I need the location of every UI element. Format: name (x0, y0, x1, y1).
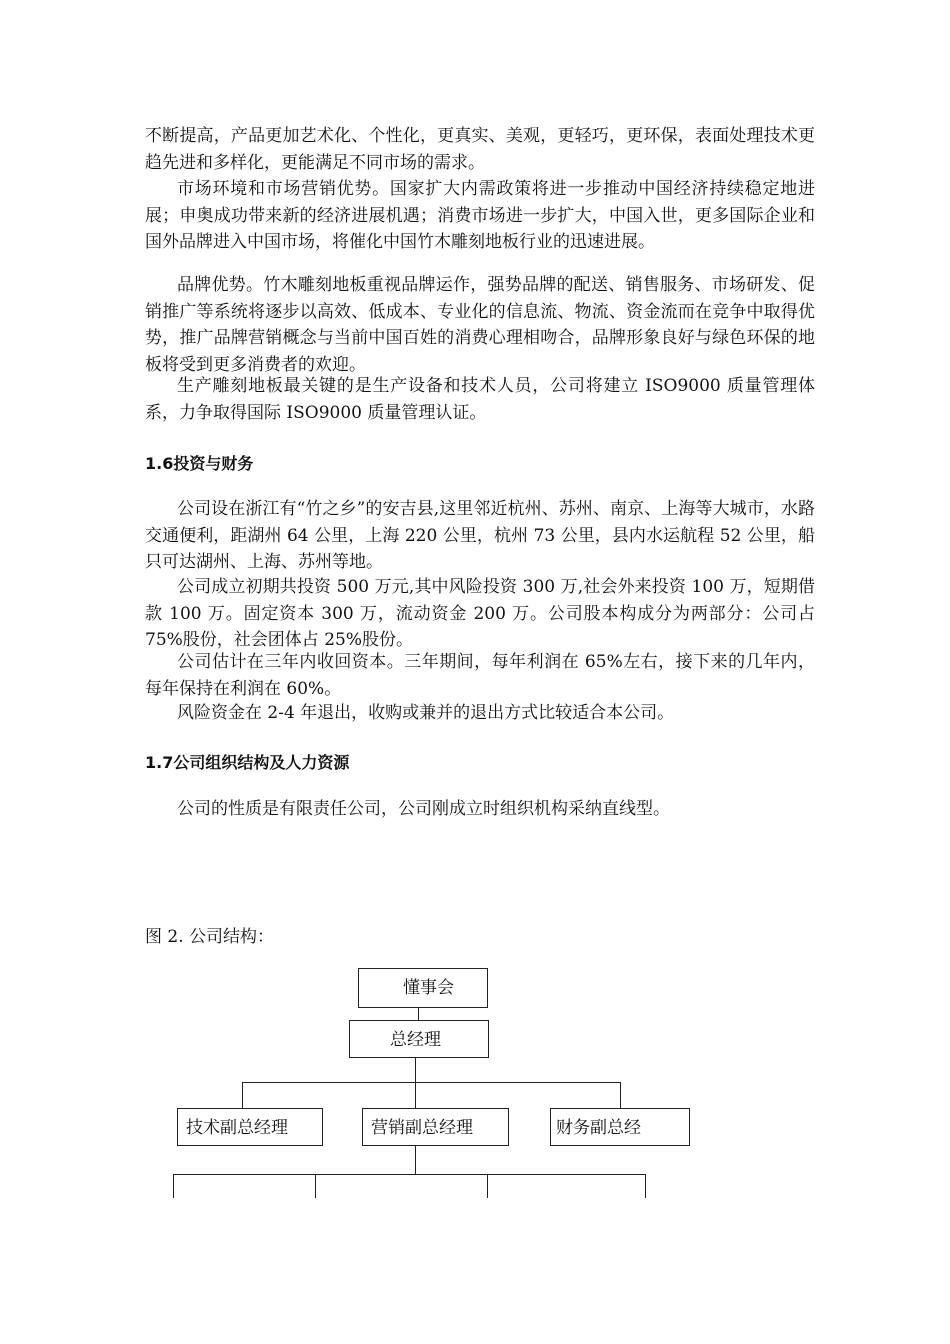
connector-line (415, 1146, 416, 1174)
connector-line (645, 1174, 646, 1198)
section-heading-1-7: 1.7公司组织结构及人力资源 (145, 753, 350, 772)
market-advantage-lead: 市场环境和市场营销优势 (177, 179, 373, 199)
market-advantage-body: 。国家扩大内需政策将进一步推动中国经济持续稳定地进展；申奥成功带来新的经济进展机遇；消费市场进一步扩大，中国入世，更多国际企业和国外品牌进入中国市场，将催化中国竹木雕刻地板行业的迅速进展。 (145, 179, 815, 252)
connector-line (415, 1058, 416, 1082)
org-box-board: 懂事会 (358, 968, 488, 1008)
org-box-general-manager: 总经理 (349, 1020, 489, 1058)
org-box-tech-vp: 技术副总经理 (177, 1108, 323, 1146)
paragraph-tech-trend: 不断提高，产品更加艺术化、个性化，更真实、美观，更轻巧，更环保，表面处理技术更趋先进和多样化，更能满足不同市场的需求。 (145, 126, 815, 173)
connector-line (620, 1082, 621, 1108)
connector-line (173, 1174, 174, 1198)
paragraph-company-nature: 公司的性质是有限责任公司，公司刚成立时组织机构采纳直线型。 (177, 799, 670, 819)
org-box-finance-vp: 财务副总经 (550, 1108, 690, 1146)
connector-line (418, 1008, 419, 1020)
connector-line (415, 1082, 416, 1108)
paragraph-location: 公司设在浙江有“竹之乡”的安吉县,这里邻近杭州、苏州、南京、上海等大城市，水路交通便利，距湖州 64 公里，上海 220 公里，杭州 73 公里，县内水运航程 52 公里，船只可达湖州、上海、苏州等地。 (145, 499, 815, 572)
org-box-sales-vp: 营销副总经理 (362, 1108, 509, 1146)
connector-line (242, 1082, 620, 1083)
paragraph-profit: 公司估计在三年内收回资本。三年期间，每年利润在 65%左右，接下来的几年内，每年保持在利润在 60%。 (145, 652, 815, 699)
section-heading-1-6: 1.6投资与财务 (145, 454, 254, 473)
brand-advantage-body: 。竹木雕刻地板重视品牌运作，强势品牌的配送、销售服务、市场研发、促销推广等系统将逐步以高效、低成本、专业化的信息流、物流、资金流而在竞争中取得优势，推广品牌营销概念与当前中国百姓的消费心理相吻合，品牌形象良好与绿色环保的地板将受到更多消费者的欢迎。 (145, 275, 815, 375)
connector-line (242, 1082, 243, 1108)
paragraph-iso-quality: 生产雕刻地板最关键的是生产设备和技术人员，公司将建立 ISO9000 质量管理体系，力争取得国际 ISO9000 质量管理认证。 (145, 376, 815, 423)
paragraph-market-advantage (145, 176, 815, 256)
brand-advantage-lead: 品牌优势 (177, 275, 246, 295)
figure-caption: 图 2. 公司结构： (145, 927, 275, 947)
paragraph-brand-advantage (145, 272, 815, 378)
paragraph-exit: 风险资金在 2-4 年退出，收购或兼并的退出方式比较适合本公司。 (177, 703, 675, 723)
connector-line (173, 1174, 646, 1175)
paragraph-investment: 公司成立初期共投资 500 万元,其中风险投资 300 万,社会外来投资 100 万，短期借款 100 万。固定资本 300 万，流动资金 200 万。公司股本构成分为两部分：公司占 75%股份，社会团体占 25%股份。 (145, 577, 815, 650)
connector-line (315, 1174, 316, 1198)
connector-line (487, 1174, 488, 1198)
